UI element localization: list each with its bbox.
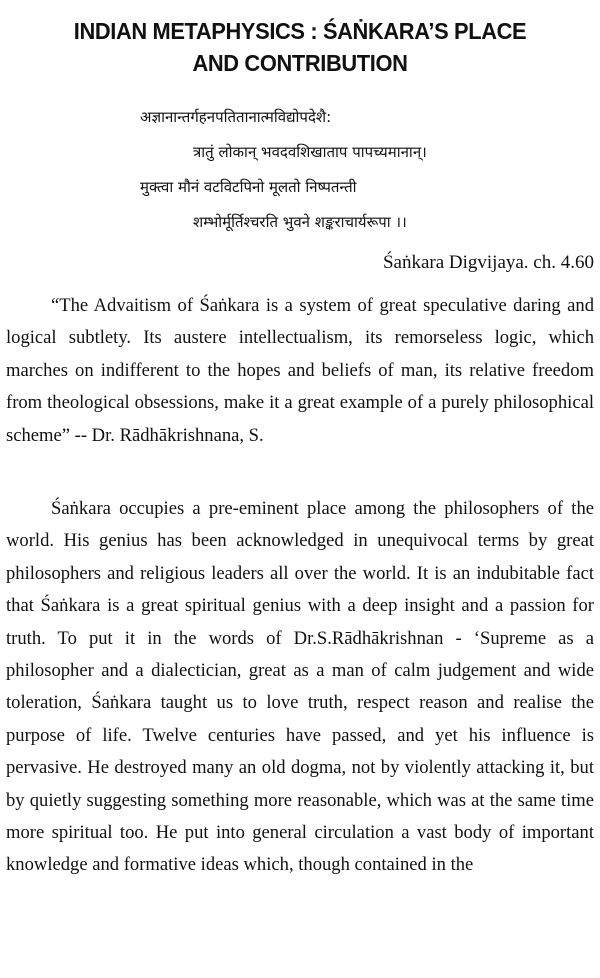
sanskrit-verse-line-3: मुक्त्वा मौनं वटविटपिनो मूलतो निष्पतन्ती — [140, 178, 357, 196]
verse-citation: Śaṅkara Digvijaya. ch. 4.60 — [382, 252, 594, 273]
sanskrit-verse-line-4: शम्भोर्मूर्तिश्चरति भुवने शङ्कराचार्यरूपा ।। — [193, 213, 407, 231]
body-paragraph: Śaṅkara occupies a pre-eminent place among the philosophers of the world. His genius has been acknowledged in unequivocal terms by great philosophers and religious leaders all over the world. It is an indubitable fact that Śaṅkara is a great spiritual genius with a deep insight and a passion for truth. To put it in the words of Dr.S.Rādhākrishnan - ‘Supreme as a philosopher and a dialectician, great as a man of calm judgement and wide toleration, Śaṅkara taught us to love truth, respect reason and realise the purpose of life. Twelve centuries have passed, and yet his influence is pervasive. He destroyed many an old dogma, not by violently attacking it, but by quietly suggesting something more reasonable, which was at the same time more spiritual too. He put into general circulation a vast body of important knowledge and formative ideas which, though contained in the — [6, 498, 594, 876]
sanskrit-verse-line-1: अज्ञानान्तर्गहनपतितानात्मविद्योपदेशै: — [140, 108, 332, 126]
quotation-paragraph: “The Advaitism of Śaṅkara is a system of great speculative daring and logical subtlety. Its austere intellectualism, its remorseless logic, which marches on indifferent to the hopes and beliefs of man, its relative freedom from theological obsessions, make it a great example of a purely philosophical scheme” -- Dr. Rādhākrishnana, S. — [6, 295, 594, 446]
chapter-title-line-2: AND CONTRIBUTION — [192, 50, 408, 76]
sanskrit-verse-line-2: त्रातुं लोकान् भवदवशिखाताप पापच्यमानान्। — [193, 143, 427, 161]
chapter-title-line-1: INDIAN METAPHYSICS : ŚAṄKARA’S PLACE — [73, 18, 527, 44]
